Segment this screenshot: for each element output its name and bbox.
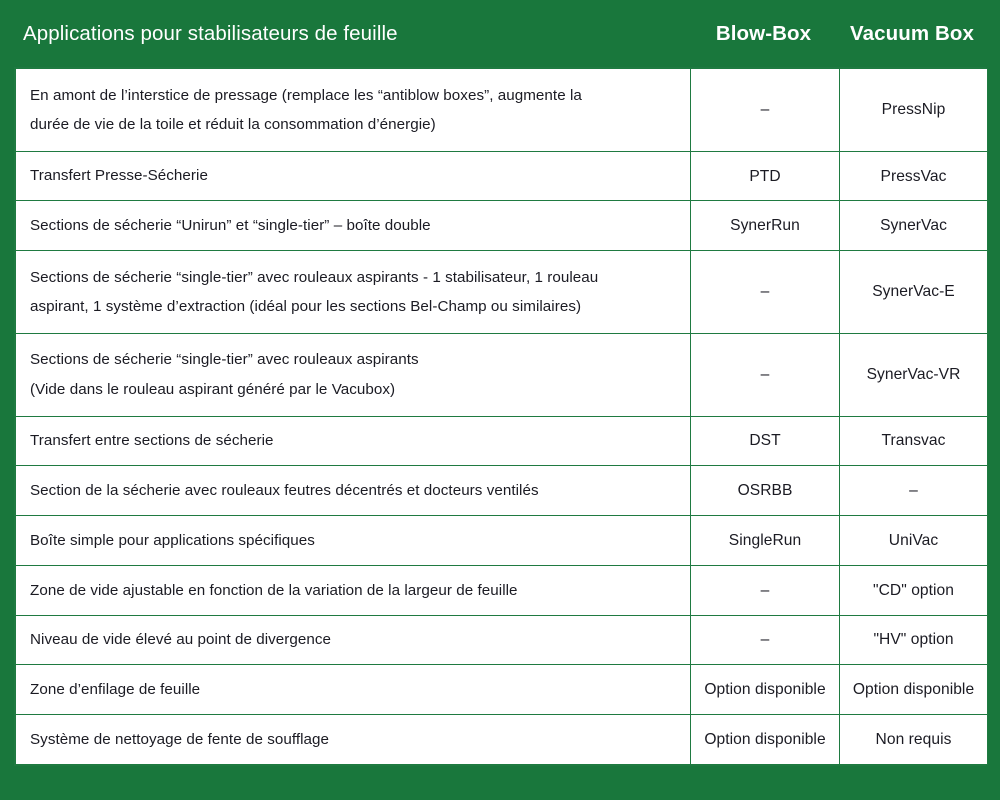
cell-blow-box: – [691, 615, 840, 665]
cell-blow-box: SynerRun [691, 201, 840, 251]
application-text-line: durée de vie de la toile et réduit la consommation d’énergie) [30, 115, 436, 133]
application-text-line: Transfert entre sections de sécherie [30, 432, 274, 450]
cell-vacuum-box: SynerVac-VR [840, 333, 988, 416]
table-row [16, 251, 988, 334]
comparison-table-container [14, 67, 986, 766]
table-row [16, 333, 988, 416]
cell-blow-box: SingleRun [691, 516, 840, 566]
cell-application [16, 466, 691, 516]
application-text-line: Niveau de vide élevé au point de divergence [30, 631, 332, 649]
cell-application [16, 665, 691, 715]
table-row [16, 565, 988, 615]
table-row [16, 715, 988, 765]
column-header-vacuum-box: Vacuum Box [849, 21, 975, 45]
table-row [16, 516, 988, 566]
application-text-line: Zone de vide ajustable en fonction de la variation de la largeur de feuille [30, 581, 518, 599]
application-text-line: Sections de sécherie “single-tier” avec rouleaux aspirants [30, 351, 419, 369]
cell-blow-box: OSRBB [691, 466, 840, 516]
cell-vacuum-box: PressVac [840, 151, 988, 201]
application-text-line: En amont de l’interstice de pressage (remplace les “antiblow boxes”, augmente la [30, 86, 582, 104]
cell-blow-box: Option disponible [691, 715, 840, 765]
table-row [16, 201, 988, 251]
application-text-line: Transfert Presse-Sécherie [30, 167, 208, 185]
table-row [16, 615, 988, 665]
cell-application [16, 416, 691, 466]
table-row [16, 466, 988, 516]
cell-vacuum-box: "CD" option [840, 565, 988, 615]
cell-blow-box: Option disponible [691, 665, 840, 715]
cell-vacuum-box: – [840, 466, 988, 516]
comparison-table [15, 68, 988, 765]
column-header-blow-box: Blow-Box [715, 21, 812, 45]
table-row [16, 416, 988, 466]
cell-blow-box: – [691, 69, 840, 152]
cell-blow-box: – [691, 565, 840, 615]
page-title: Applications pour stabilisateurs de feuille [23, 21, 398, 45]
cell-application [16, 151, 691, 201]
cell-vacuum-box: SynerVac [840, 201, 988, 251]
cell-vacuum-box: UniVac [840, 516, 988, 566]
application-text-line: Sections de sécherie “single-tier” avec rouleaux aspirants - 1 stabilisateur, 1 rouleau [30, 268, 599, 286]
cell-vacuum-box: Option disponible [840, 665, 988, 715]
table-row [16, 151, 988, 201]
cell-application [16, 69, 691, 152]
table-header-band [14, 0, 986, 67]
cell-blow-box: DST [691, 416, 840, 466]
cell-application [16, 715, 691, 765]
cell-application [16, 615, 691, 665]
application-text-line: (Vide dans le rouleau aspirant généré par le Vacubox) [30, 380, 396, 398]
cell-vacuum-box: "HV" option [840, 615, 988, 665]
cell-blow-box: – [691, 333, 840, 416]
application-text-line: Boîte simple pour applications spécifiques [30, 531, 315, 549]
cell-application [16, 516, 691, 566]
cell-vacuum-box: Non requis [840, 715, 988, 765]
cell-blow-box: PTD [691, 151, 840, 201]
cell-blow-box: – [691, 251, 840, 334]
table-body [16, 69, 988, 765]
application-text-line: Sections de sécherie “Unirun” et “single-tier” – boîte double [30, 217, 431, 235]
cell-vacuum-box: SynerVac-E [840, 251, 988, 334]
application-text-line: Zone d’enfilage de feuille [30, 681, 201, 699]
cell-application [16, 565, 691, 615]
table-row [16, 665, 988, 715]
table-row [16, 69, 988, 152]
cell-application [16, 333, 691, 416]
cell-application [16, 201, 691, 251]
application-text-line: Système de nettoyage de fente de soufflage [30, 730, 330, 748]
application-text-line: aspirant, 1 système d’extraction (idéal pour les sections Bel-Champ ou similaires) [30, 298, 582, 316]
cell-vacuum-box: PressNip [840, 69, 988, 152]
cell-vacuum-box: Transvac [840, 416, 988, 466]
cell-application [16, 251, 691, 334]
application-text-line: Section de la sécherie avec rouleaux feutres décentrés et docteurs ventilés [30, 482, 539, 500]
